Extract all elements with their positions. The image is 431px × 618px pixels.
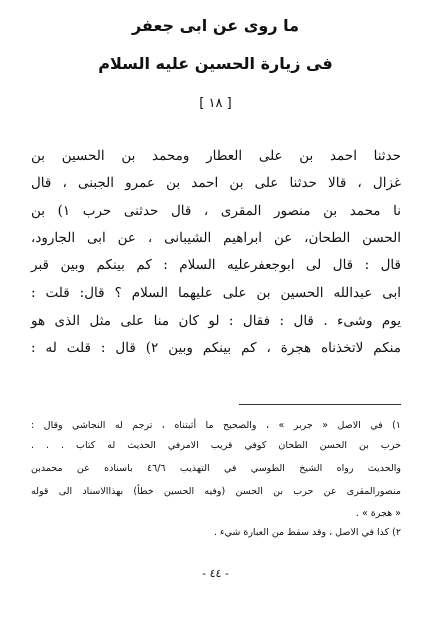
body-text-line: قال : قال لى ابوجعفرعليه السلام : كم بينكم وبين قبر: [31, 257, 401, 273]
footnote-line: حرب بن الحسن الطحان كوفي قريب الامرفي الحديث له كتاب . . .: [31, 440, 401, 451]
body-text-line: نا محمد بن منصور المقرى ، قال حدثنى حرب ١) بن: [31, 203, 402, 219]
page-number: - ٤٤ -: [202, 567, 229, 580]
hadith-number: [ ١٨ ]: [199, 96, 232, 111]
body-text-line: يوم وشىء . قال : فقال : لو كان منا على مثل الذى هو: [31, 313, 401, 329]
body-text-line: منكم لاتخذناه هجرة ، كم بينكم وبين ٢) قال : قلت له :: [31, 340, 401, 356]
footnote-line: والحديث رواه الشيخ الطوسي في التهذيب ٤٦/٦ باسناده عن محمدبن: [31, 463, 401, 474]
body-text-line: غزال ، قالا حدثنا على بن احمد بن عمرو الجبنى ، قال: [31, 175, 401, 191]
body-text-line: الحسن الطحان، عن ابراهيم الشيبانى ، عن ابى الجارود،: [31, 230, 401, 246]
body-text-line: ابى عبدالله الحسين بن على عليهما السلام ؟ قال: قلت :: [31, 285, 401, 301]
chapter-title-line-1: ما روى عن ابى جعفر: [131, 16, 300, 35]
footnote-line: ٢) كذا في الاصل ، وقد سقط من العبارة شيء .: [213, 527, 401, 538]
footnote-line: « هجرة » .: [355, 508, 401, 519]
footnote-divider: [239, 404, 401, 405]
chapter-title-line-2: فى زيارة الحسين عليه السلام: [98, 54, 333, 73]
footnote-line: ١) في الاصل « جربر » ، والصحيح ما أثبتناه ، ترجم له النجاشي وقال :: [31, 420, 401, 431]
body-text-line: حدثنا احمد بن على العطار ومحمد بن الحسين بن: [31, 148, 401, 164]
footnote-line: منصورالمقرى عن حرب بن الحسن (وفيه الحسين خطأ) بهذاالاسناد الى قوله: [31, 486, 401, 497]
